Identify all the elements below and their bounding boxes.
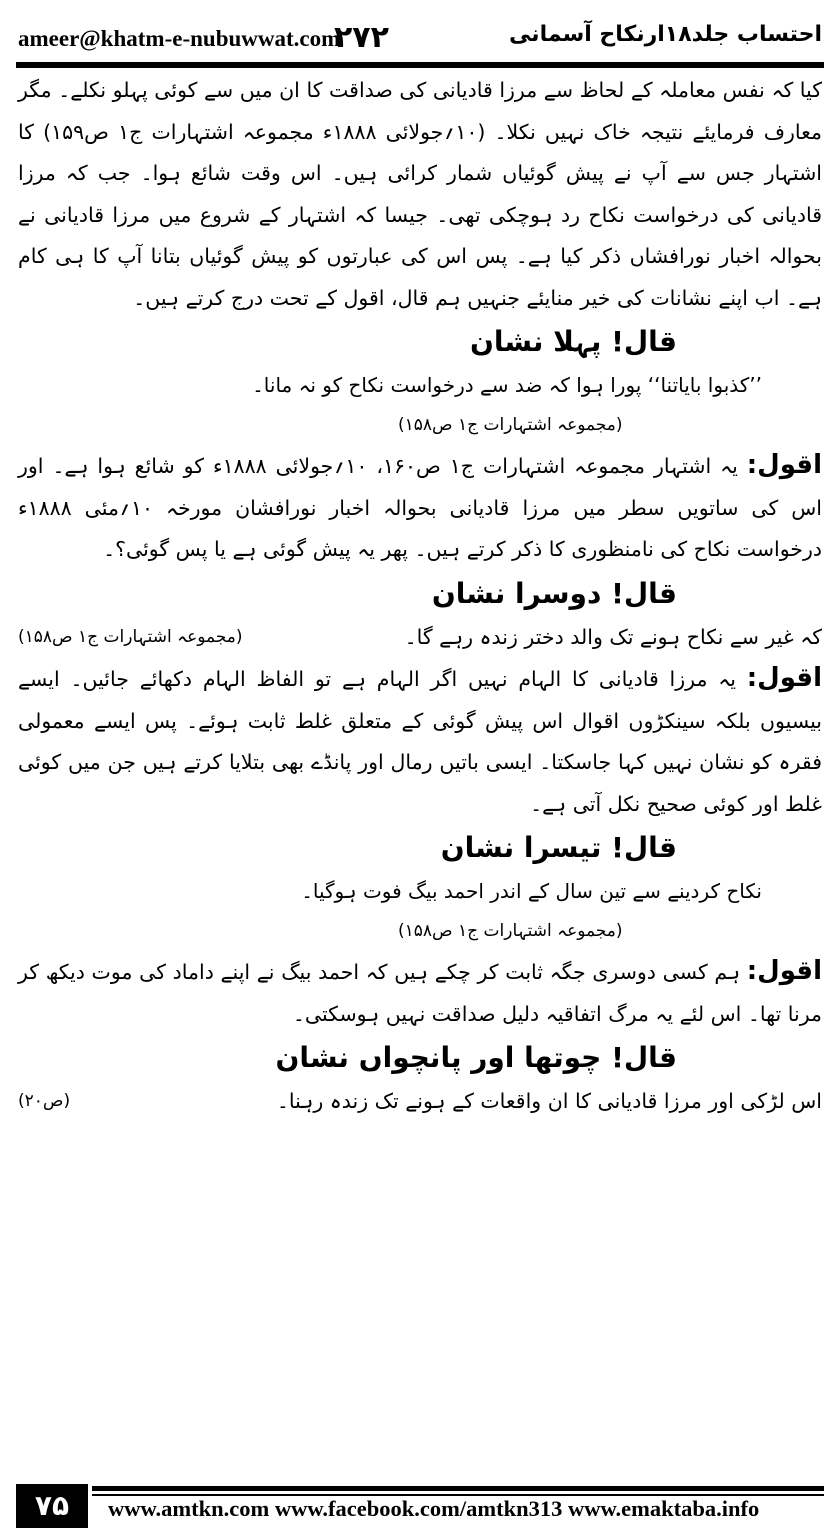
page-footer (16, 1484, 824, 1528)
claim-text: اس لڑکی اور مرزا قادیانی کا ان واقعات کے ہونے تک زندہ رہنا۔ (276, 1089, 822, 1113)
header-rule (16, 62, 824, 68)
heading-first-sign: قال! پہلا نشان (469, 325, 677, 358)
aqwal-label: اقول: (746, 663, 822, 693)
page-body (18, 70, 822, 1123)
reply-text: یہ مرزا قادیانی کا الہام نہیں اگر الہام ہے تو الفاظ الہام دکھائے جائیں۔ ایسے بیسیوں بلکہ سینکڑوں اقوال اس پیش گوئی کے متعلق غلط ثابت ہوئے۔ پس ایسے معمولی فقرہ کو نشان نہیں کہا جاسکتا۔ ایسی باتیں رمال اور پانڈے بھی بتلایا کرتے ہیں جن میں کوئی غلط اور کوئی صحیح نکل آتی ہے۔ (18, 667, 822, 816)
reference-fourth-fifth-sign: (ص۲۰) (18, 1091, 71, 1111)
reply-text: یہ اشتہار مجموعہ اشتہارات ج۱ ص۱۶۰، ۱۰؍جولائی ۱۸۸۸ء کو شائع ہوا ہے۔ اور اس کی ساتویں سطر میں مرزا قادیانی بحوالہ اخبار نورافشان مورخہ ۱۰؍مئی ۱۸۸۸ء درخواست نکاح کی نامنظوری کا ذکر کرتے ہیں۔ پھر یہ پیش گوئی ہے یا پس گوئی؟۔ (18, 454, 822, 561)
aqwal-label: اقول: (746, 956, 822, 986)
reply-first-sign (18, 445, 822, 571)
reply-third-sign (18, 951, 822, 1035)
reference-first-sign: (مجموعہ اشتہارات ج۱ ص۱۵۸) (398, 415, 623, 435)
reference-second-sign: (مجموعہ اشتہارات ج۱ ص۱۵۸) (18, 626, 243, 647)
reply-text: ہم کسی دوسری جگہ ثابت کر چکے ہیں کہ احمد بیگ نے اپنے داماد کی موت دیکھ کر مرنا تھا۔ اس لئے یہ مرگ اتفاقیہ دلیل صداقت نہیں ہوسکتی۔ (18, 960, 822, 1026)
claim-second-sign (18, 617, 822, 659)
page-header (16, 22, 824, 58)
header-book-title: احتساب جلد۱۸ارنکاح آسمانی (509, 22, 822, 47)
aqwal-label: اقول: (746, 450, 822, 480)
intro-paragraph: کیا کہ نفس معاملہ کے لحاظ سے مرزا قادیانی کی صداقت کا ان میں سے کوئی پہلو نکلے۔ مگر معارف فرمایئے نتیجہ خاک نہیں نکلا۔ (۱۰؍جولائی ۱۸۸۸ء مجموعہ اشتہارات ج۱ ص۱۵۹) کا اشتہار جس سے آپ نے پیش گوئیاں شمار کرائی ہیں۔ اس وقت شائع ہوا۔ جب کہ مرزا قادیانی کی درخواست نکاح رد ہوچکی تھی۔ جیسا کہ اشتہار کے شروع میں مرزا قادیانی نے بحوالہ اخبار نورافشاں ذکر کیا ہے۔ پس اس کی عبارتوں کو پیش گوئیاں بتانا آپ کا ہی کام ہے۔ اب اپنے نشانات کی خیر منایئے جنہیں ہم قال، اقول کے تحت درج کرتے ہیں۔ (18, 78, 822, 310)
claim-third-sign: نکاح کردینے سے تین سال کے اندر احمد بیگ فوت ہوگیا۔ (301, 879, 762, 903)
heading-second-sign: قال! دوسرا نشان (431, 576, 677, 610)
claim-first-sign: ’’کذبوا بایاتنا‘‘ پورا ہوا کہ ضد سے درخواست نکاح کو نہ مانا۔ (252, 373, 762, 397)
heading-fourth-fifth-sign: قال! چوتھا اور پانچواں نشان (275, 1041, 677, 1074)
reply-second-sign (18, 658, 822, 825)
claim-fourth-fifth-sign (18, 1081, 822, 1123)
header-email: ameer@khatm-e-nubuwwat.com (18, 26, 341, 51)
footer-links: www.amtkn.com www.facebook.com/amtkn313 www.emaktaba.info (108, 1496, 760, 1521)
header-page-number: ۲۷۲ (334, 20, 389, 55)
heading-third-sign: قال! تیسرا نشان (440, 831, 677, 864)
claim-text: کہ غیر سے نکاح ہونے تک والد دختر زندہ رہے گا۔ (404, 624, 822, 649)
footer-page-number: ۷۵ (16, 1484, 88, 1528)
reference-third-sign: (مجموعہ اشتہارات ج۱ ص۱۵۸) (398, 921, 623, 941)
footer-rule (92, 1486, 824, 1491)
